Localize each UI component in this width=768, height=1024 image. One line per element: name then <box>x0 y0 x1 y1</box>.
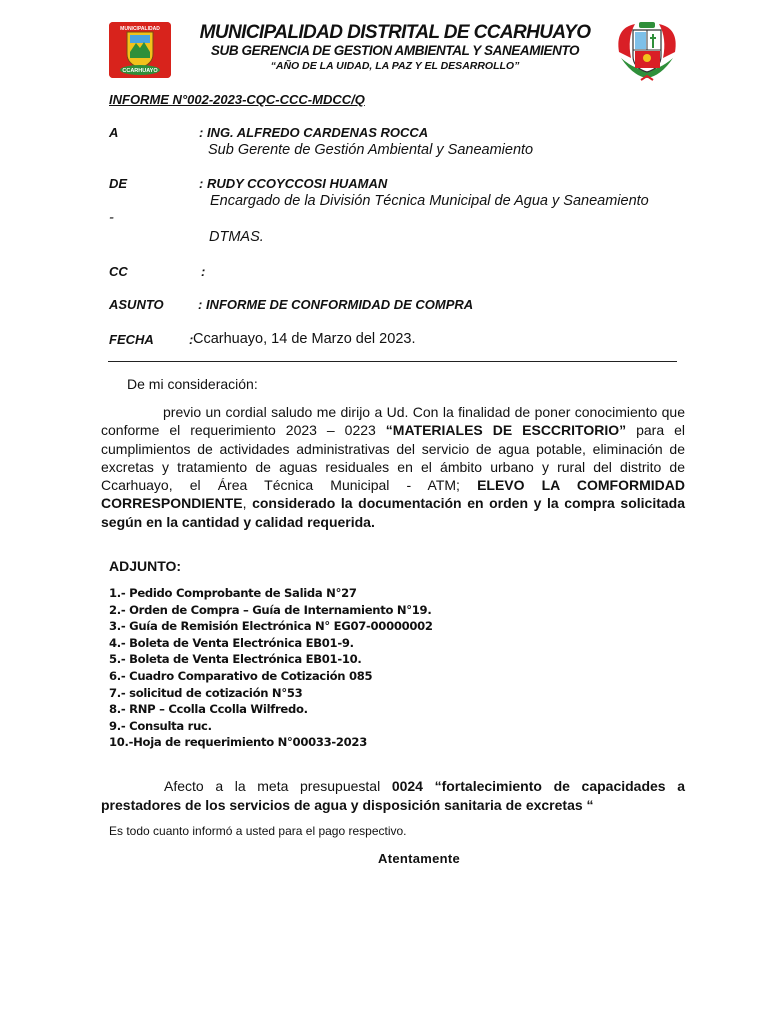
field-fecha-label: FECHA <box>109 332 154 347</box>
field-asunto-value: : INFORME DE CONFORMIDAD DE COMPRA <box>198 297 474 312</box>
attachments-list <box>109 585 433 751</box>
budget-goal: 0024 “fortalecimiento de capacidades a prestadores de los servicios de agua y disposición sanitaria de excretas “ <box>101 778 685 813</box>
logo-text-top: MUNICIPALIDAD <box>120 26 160 32</box>
body-text-1: previo un cordial saludo me dirijo a Ud. Con la finalidad de poner conocimiento que conforme el requerimiento 2023 – 0223 <box>101 404 685 439</box>
closing-line: Es todo cuanto informó a usted para el pago respectivo. <box>109 824 407 838</box>
department-subtitle: SUB GERENCIA DE GESTION AMBIENTAL Y SANEAMIENTO <box>210 43 580 58</box>
field-de-position: Encargado de la División Técnica Municipal de Agua y Saneamiento <box>210 193 649 209</box>
list-item: 10.-Hoja de requerimiento N°00033-2023 <box>109 735 367 750</box>
body-paragraph <box>101 403 685 531</box>
list-item: 3.- Guía de Remisión Electrónica N° EG07-00000002 <box>109 619 433 634</box>
list-item: 1.- Pedido Comprobante de Salida N°27 <box>109 586 357 600</box>
logo-text-bottom: CCARHUAYO <box>122 68 158 74</box>
adjunto-heading: ADJUNTO: <box>109 558 182 574</box>
list-item: 8.- RNP – Ccolla Ccolla Wilfredo. <box>109 702 308 717</box>
body-conformity: ELEVO LA COMFORMIDAD CORRESPONDIENTE <box>101 477 685 512</box>
field-de-label: DE <box>109 176 128 191</box>
list-item: 7.- solicitud de cotización N°53 <box>109 685 303 700</box>
municipality-title: MUNICIPALIDAD DISTRITAL DE CCARHUAYO <box>199 22 591 43</box>
peru-emblem-icon <box>613 18 681 84</box>
field-fecha-colon: : <box>189 332 194 347</box>
field-cc-value: : <box>201 264 206 279</box>
list-item: 6.- Cuadro Comparativo de Cotización 085 <box>109 668 373 683</box>
field-fecha-value: Ccarhuayo, 14 de Marzo del 2023. <box>193 331 416 347</box>
year-motto: “AÑO DE LA UIDAD, LA PAZ Y EL DESARROLLO” <box>270 60 520 72</box>
signoff: Atentamente <box>378 851 461 866</box>
informe-number: INFORME N°002-2023-CQC-CCC-MDCC/Q <box>109 92 365 107</box>
field-de-name: : RUDY CCOYCCOSI HUAMAN <box>199 176 388 191</box>
list-item: 5.- Boleta de Venta Electrónica EB01-10. <box>109 652 362 667</box>
municipal-logo <box>109 22 171 78</box>
field-cc-label: CC <box>109 264 128 279</box>
body-request-title: “MATERIALES DE ESCCRITORIO” <box>385 422 627 439</box>
field-a-name: : ING. ALFREDO CARDENAS ROCCA <box>199 125 429 140</box>
body-conclusion: considerado la documentación en orden y la compra solicitada según en la cantidad y calidad requerida. <box>101 495 685 530</box>
field-a-label: A <box>109 125 119 140</box>
budget-text: Afecto a la meta presupuestal <box>164 778 392 794</box>
list-item: 9.- Consulta ruc. <box>109 718 212 733</box>
field-de-dash: - <box>109 210 114 226</box>
peru-coat-of-arms <box>613 18 681 84</box>
list-item: 4.- Boleta de Venta Electrónica EB01-9. <box>109 635 354 650</box>
field-asunto-label: ASUNTO <box>109 297 164 312</box>
greeting: De mi consideración: <box>127 376 258 392</box>
header-divider <box>108 361 677 362</box>
list-item: 2.- Orden de Compra – Guía de Internamiento N°19. <box>109 602 432 617</box>
field-de-position-2: DTMAS. <box>209 229 264 245</box>
budget-paragraph <box>101 777 685 815</box>
body-text-2: para el cumplimientos de actividades administrativas del servicio de agua potable, eliminación de excretas y tratamiento de aguas residuales en el ámbito urbano y rural del distrito de Ccarhuayo, el Área Técnica Municipal - ATM; <box>101 422 685 494</box>
body-comma: , <box>242 495 253 512</box>
field-a-position: Sub Gerente de Gestión Ambiental y Saneamiento <box>208 142 534 158</box>
municipal-shield-icon <box>109 22 171 78</box>
